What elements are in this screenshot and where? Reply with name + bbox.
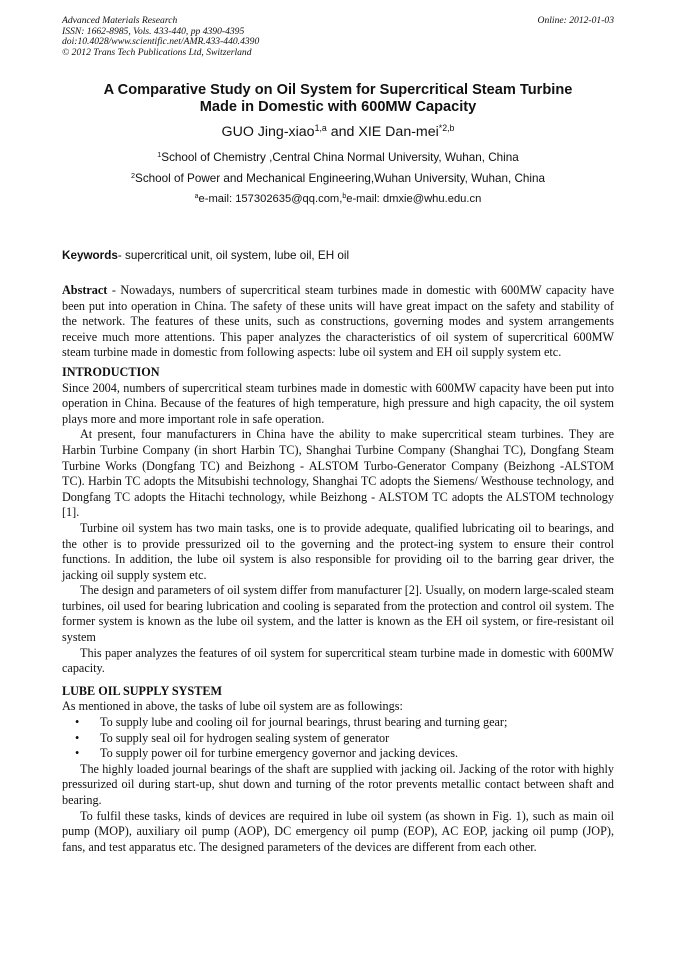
author-2: XIE Dan-mei: [358, 124, 439, 140]
list-item: [62, 731, 614, 747]
keywords: [62, 249, 614, 263]
intro-paragraph-1: Since 2004, numbers of supercritical steam turbines made in domestic with 600MW capacity have been put into operation in China. Because of the features of high temperature, high pressure and high capacity, the oil system plays more and more important role in safe operation.: [62, 380, 614, 426]
abstract-label: Abstract: [62, 283, 108, 297]
title-line-2: Made in Domestic with 600MW Capacity: [199, 99, 477, 115]
title-line-1: A Comparative Study on Oil System for Supercritical Steam Turbine: [103, 82, 573, 98]
author-conjunction: and: [326, 124, 359, 140]
abstract: [62, 283, 614, 361]
bullet-icon: •: [75, 730, 80, 745]
lube-paragraph-3: To fulfil these tasks, kinds of devices are required in lube oil system (as shown in Fig. 1), such as main oil pump (MOP), auxiliary oil pump (AOP), DC emergency oil pump (EOP), AC EOP, jacking oil pump (JOP), fans, and test apparatus etc. The designed parameters of the devices are different from each other.: [62, 808, 614, 854]
email-a-sup: a: [194, 193, 199, 201]
affiliation-1-sup: 1: [157, 150, 162, 160]
intro-paragraph-4: The design and parameters of oil system differ from manufacturer [2]. Usually, on modern large-scaled steam turbines, oil used for bearing lubrication and cooling is separated from the protection and control oil system. The former system is known as the lube oil system, and the latter is known as the EH oil system, or fire-resistant oil system: [62, 583, 614, 645]
introduction-heading: INTRODUCTION: [62, 364, 160, 379]
bullet-icon: •: [75, 715, 80, 730]
copyright-line: © 2012 Trans Tech Publications Ltd, Switzerland: [62, 46, 252, 58]
online-date: Online: 2012-01-03: [537, 15, 614, 26]
list-item: [62, 746, 614, 762]
author-line: [62, 124, 614, 141]
affiliation-1: [62, 151, 614, 165]
paper-title: [62, 82, 614, 116]
intro-paragraph-5: This paper analyzes the features of oil system for supercritical steam turbine made in domestic with 600MW capacity.: [62, 645, 614, 676]
journal-name: Advanced Materials Research: [62, 15, 178, 26]
list-item-text: To supply power oil for turbine emergency governor and jacking devices.: [100, 746, 459, 761]
bullet-icon: •: [75, 746, 80, 761]
lube-paragraph-2: The highly loaded journal bearings of the shaft are supplied with jacking oil. Jacking of the rotor with highly pressurized oil during start-up, shut down and turning of the rotor prevents metallic contact between shaft and bearing.: [62, 761, 614, 807]
affiliation-2-text: School of Power and Mechanical Engineering,Wuhan University, Wuhan, China: [135, 172, 545, 185]
affiliation-1-text: School of Chemistry ,Central China Normal University, Wuhan, China: [161, 151, 519, 164]
email-line: [62, 192, 614, 206]
list-item: [62, 715, 614, 731]
paper-body: [62, 283, 614, 855]
list-item-text: To supply seal oil for hydrogen sealing system of generator: [100, 730, 390, 745]
task-list: [62, 715, 614, 762]
affiliation-2-sup: 2: [131, 171, 136, 181]
list-item-text: To supply lube and cooling oil for journal bearings, thrust bearing and turning gear;: [100, 715, 508, 730]
lube-paragraph-1: As mentioned in above, the tasks of lube oil system are as followings:: [62, 699, 403, 714]
abstract-text: - Nowadays, numbers of supercritical steam turbines made in domestic with 600MW capacity have been put into operation in China. The safety of these units will have great impact on the safety and stability of the network. The features of these units, such as constructions, governing modes and system arrangements receive much more attentions. This paper analyzes the characteristics of oil system of supercritical 600MW steam turbine made in domestic from following aspects: lube oil system and EH oil supply system etc.: [62, 283, 614, 360]
intro-paragraph-3: Turbine oil system has two main tasks, one is to provide adequate, qualified lubricating oil to bearings, and the other is to provide pressurized oil to the governing and the protect-ing system to ensure their control functions. In addition, the lube oil system is also responsible for providing oil to the barring gear driver, the jacking oil supply system etc.: [62, 520, 614, 582]
author-1-sup: 1,a: [314, 123, 327, 134]
email-b: e-mail: dmxie@whu.edu.cn: [346, 193, 482, 205]
lube-oil-heading: LUBE OIL SUPPLY SYSTEM: [62, 683, 222, 698]
intro-paragraph-2: At present, four manufacturers in China have the ability to make supercritical steam turbines. They are Harbin Turbine Company (in short Harbin TC), Shanghai Turbine Company (Shanghai TC), Dongfang Steam Turbine Works (Dongfang TC) and Beizhong - ALSTOM Turbo-Generator Company (Beizhong -ALSTOM TC). Harbin TC adopts the Mitsubishi technology, Shanghai TC adopts the Siemens/ Westhouse technology, and Dongfang TC adopts the Hitachi technology, while Beizhong - ALSTOM TC adopts the ALSTOM technology [1].: [62, 427, 614, 520]
keywords-label: Keywords: [62, 249, 118, 262]
affiliation-2: [62, 172, 614, 186]
author-2-sup: *2,b: [438, 123, 455, 134]
email-a: e-mail: 157302635@qq.com,: [198, 193, 343, 205]
issn-line: ISSN: 1662-8985, Vols. 433-440, pp 4390-4395: [62, 25, 245, 37]
journal-header: [62, 16, 259, 58]
author-1: GUO Jing-xiao: [221, 124, 315, 140]
doi-line: doi:10.4028/www.scientific.net/AMR.433-440.4390: [62, 36, 260, 48]
keywords-text: - supercritical unit, oil system, lube oil, EH oil: [117, 249, 350, 262]
email-b-sup: b: [342, 193, 347, 201]
